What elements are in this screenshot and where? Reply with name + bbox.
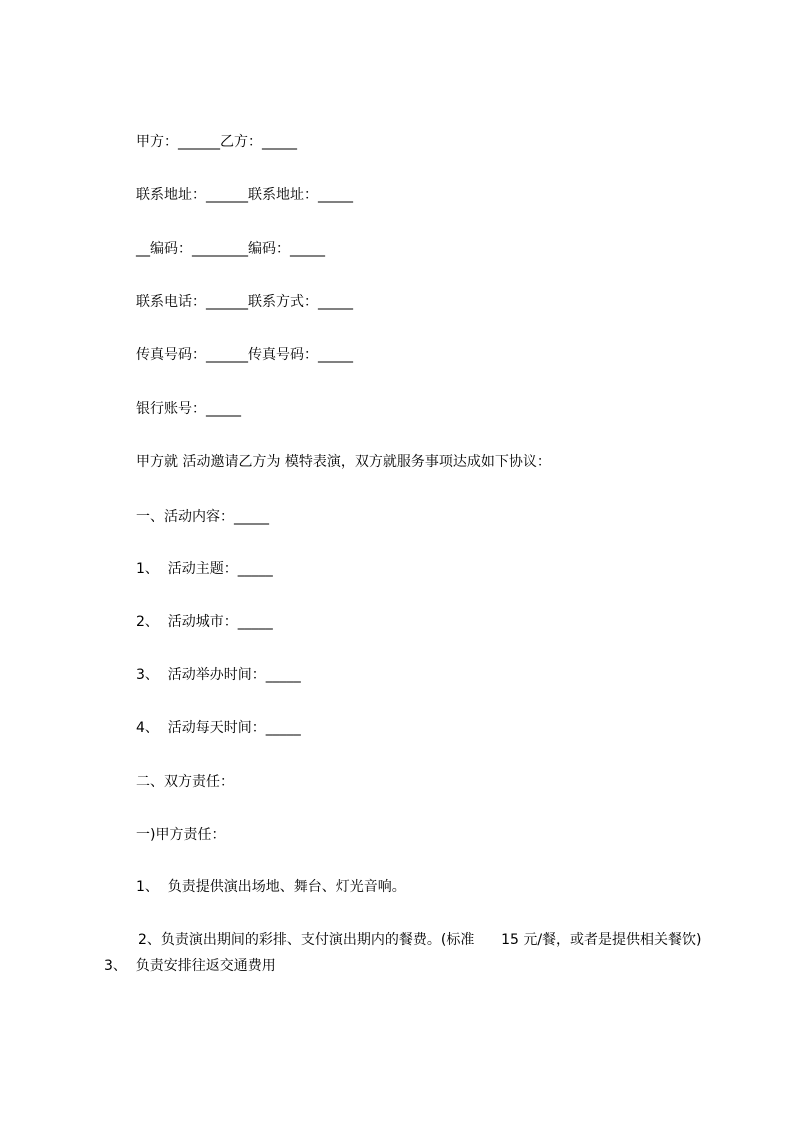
address-line: 联系地址：______联系地址：_____ [136, 187, 353, 203]
section-heading-responsibilities: 二、双方责任： [136, 774, 234, 790]
phone-line: 联系电话：______联系方式：_____ [136, 294, 353, 310]
list-item-date: 3、 活动举办时间：_____ [136, 667, 301, 683]
bank-account-line: 银行账号：_____ [136, 401, 241, 417]
agreement-intro: 甲方就 活动邀请乙方为 模特表演，双方就服务事项达成如下协议： [136, 454, 551, 470]
paragraph-rehearsal-meals: 2、负责演出期间的彩排、支付演出期内的餐费。(标准 15 元/餐，或者是提供相关餐饮) 3、 负责安排往返交通费用 [104, 932, 706, 974]
fax-line: 传真号码：______传真号码：_____ [136, 347, 353, 363]
list-item-venue: 1、 负责提供演出场地、舞台、灯光音响。 [136, 879, 406, 895]
list-item-daily-time: 4、 活动每天时间：_____ [136, 720, 301, 736]
list-item-city: 2、 活动城市：_____ [136, 614, 273, 630]
postal-code-line: __编码：________编码：_____ [136, 241, 325, 257]
subsection-heading-party-a: 一)甲方责任： [136, 827, 226, 843]
party-names-line: 甲方：______乙方：_____ [136, 134, 297, 150]
list-item-theme: 1、 活动主题：_____ [136, 561, 273, 577]
section-heading-activity: 一、活动内容：_____ [136, 509, 269, 525]
